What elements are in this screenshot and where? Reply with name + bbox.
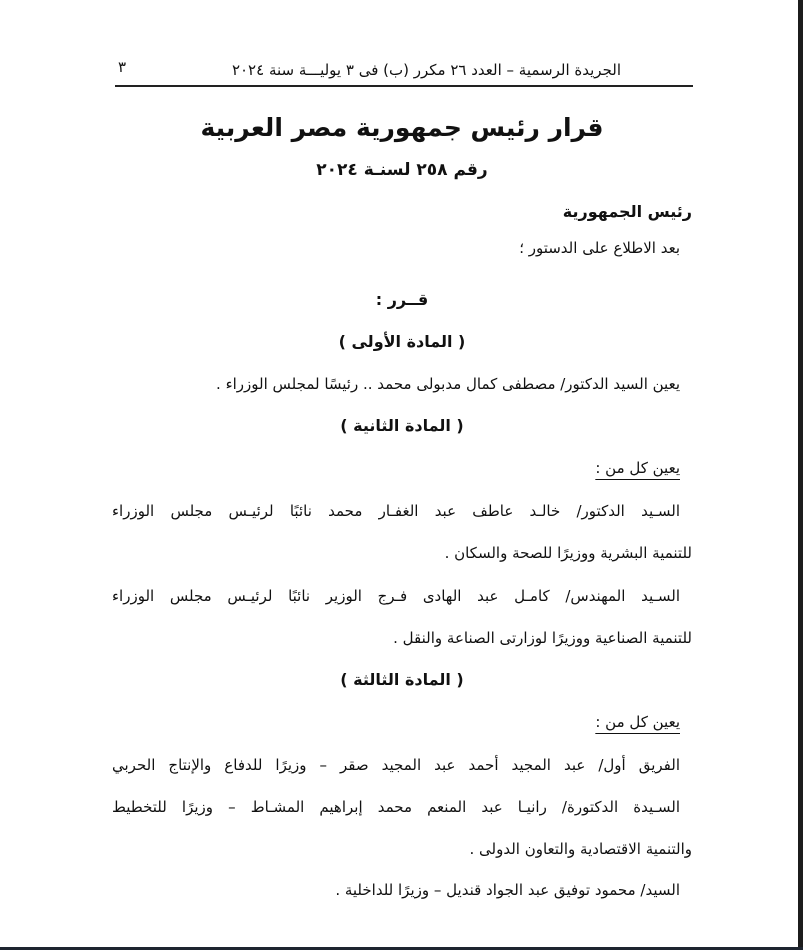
article-3-line: والتنمية الاقتصادية والتعاون الدولى . bbox=[469, 840, 692, 858]
article-3-heading: ( المادة الثالثة ) bbox=[340, 670, 464, 689]
article-2-line: السـيد المهندس/ كامـل عبد الهادى فـرج الوزير نائبًا لرئيـس مجلس الوزراء bbox=[112, 587, 680, 605]
article-2-line: السـيد الدكتور/ خالـد عاطف عبد الغفـار محمد نائبًا لرئيـس مجلس الوزراء bbox=[112, 502, 680, 520]
decree-title: قرار رئيس جمهورية مصر العربية bbox=[200, 113, 604, 142]
window-edge-right bbox=[798, 0, 803, 950]
header-rule bbox=[115, 85, 693, 87]
issuer-heading: رئيس الجمهورية bbox=[562, 202, 692, 221]
article-3-intro bbox=[595, 710, 680, 734]
gazette-header: الجريدة الرسمية – العدد ٢٦ مكرر (ب) فى ٣ يوليـــة سنة ٢٠٢٤ bbox=[231, 61, 621, 79]
article-1-heading: ( المادة الأولى ) bbox=[338, 332, 466, 351]
intro-text: يعين كل من : bbox=[595, 459, 680, 477]
article-3-line: السـيدة الدكتورة/ رانيـا عبد المنعم محمد إبراهيم المشـاط – وزيرًا للتخطيط bbox=[112, 798, 680, 816]
article-2-intro bbox=[595, 456, 680, 480]
preamble: بعد الاطلاع على الدستور ؛ bbox=[519, 239, 680, 257]
article-2-heading: ( المادة الثانية ) bbox=[340, 416, 464, 435]
article-3-line: السيد/ محمود توفيق عبد الجواد قنديل – وزيرًا للداخلية . bbox=[335, 881, 680, 899]
decided-heading: قــرر : bbox=[375, 290, 429, 309]
page-number: ٣ bbox=[118, 58, 127, 76]
intro-text: يعين كل من : bbox=[595, 713, 680, 731]
article-2-line: للتنمية الصناعية ووزيرًا لوزارتى الصناعة والنقل . bbox=[393, 629, 692, 647]
article-3-line: الفريق أول/ عبد المجيد أحمد عبد المجيد صقر – وزيرًا للدفاع والإنتاج الحربي bbox=[112, 756, 680, 774]
article-2-line: للتنمية البشرية ووزيرًا للصحة والسكان . bbox=[444, 544, 692, 562]
article-1-line: يعين السيد الدكتور/ مصطفى كمال مدبولى محمد .. رئيسًا لمجلس الوزراء . bbox=[216, 375, 680, 393]
decree-number: رقم ٢٥٨ لسنـة ٢٠٢٤ bbox=[316, 160, 488, 180]
